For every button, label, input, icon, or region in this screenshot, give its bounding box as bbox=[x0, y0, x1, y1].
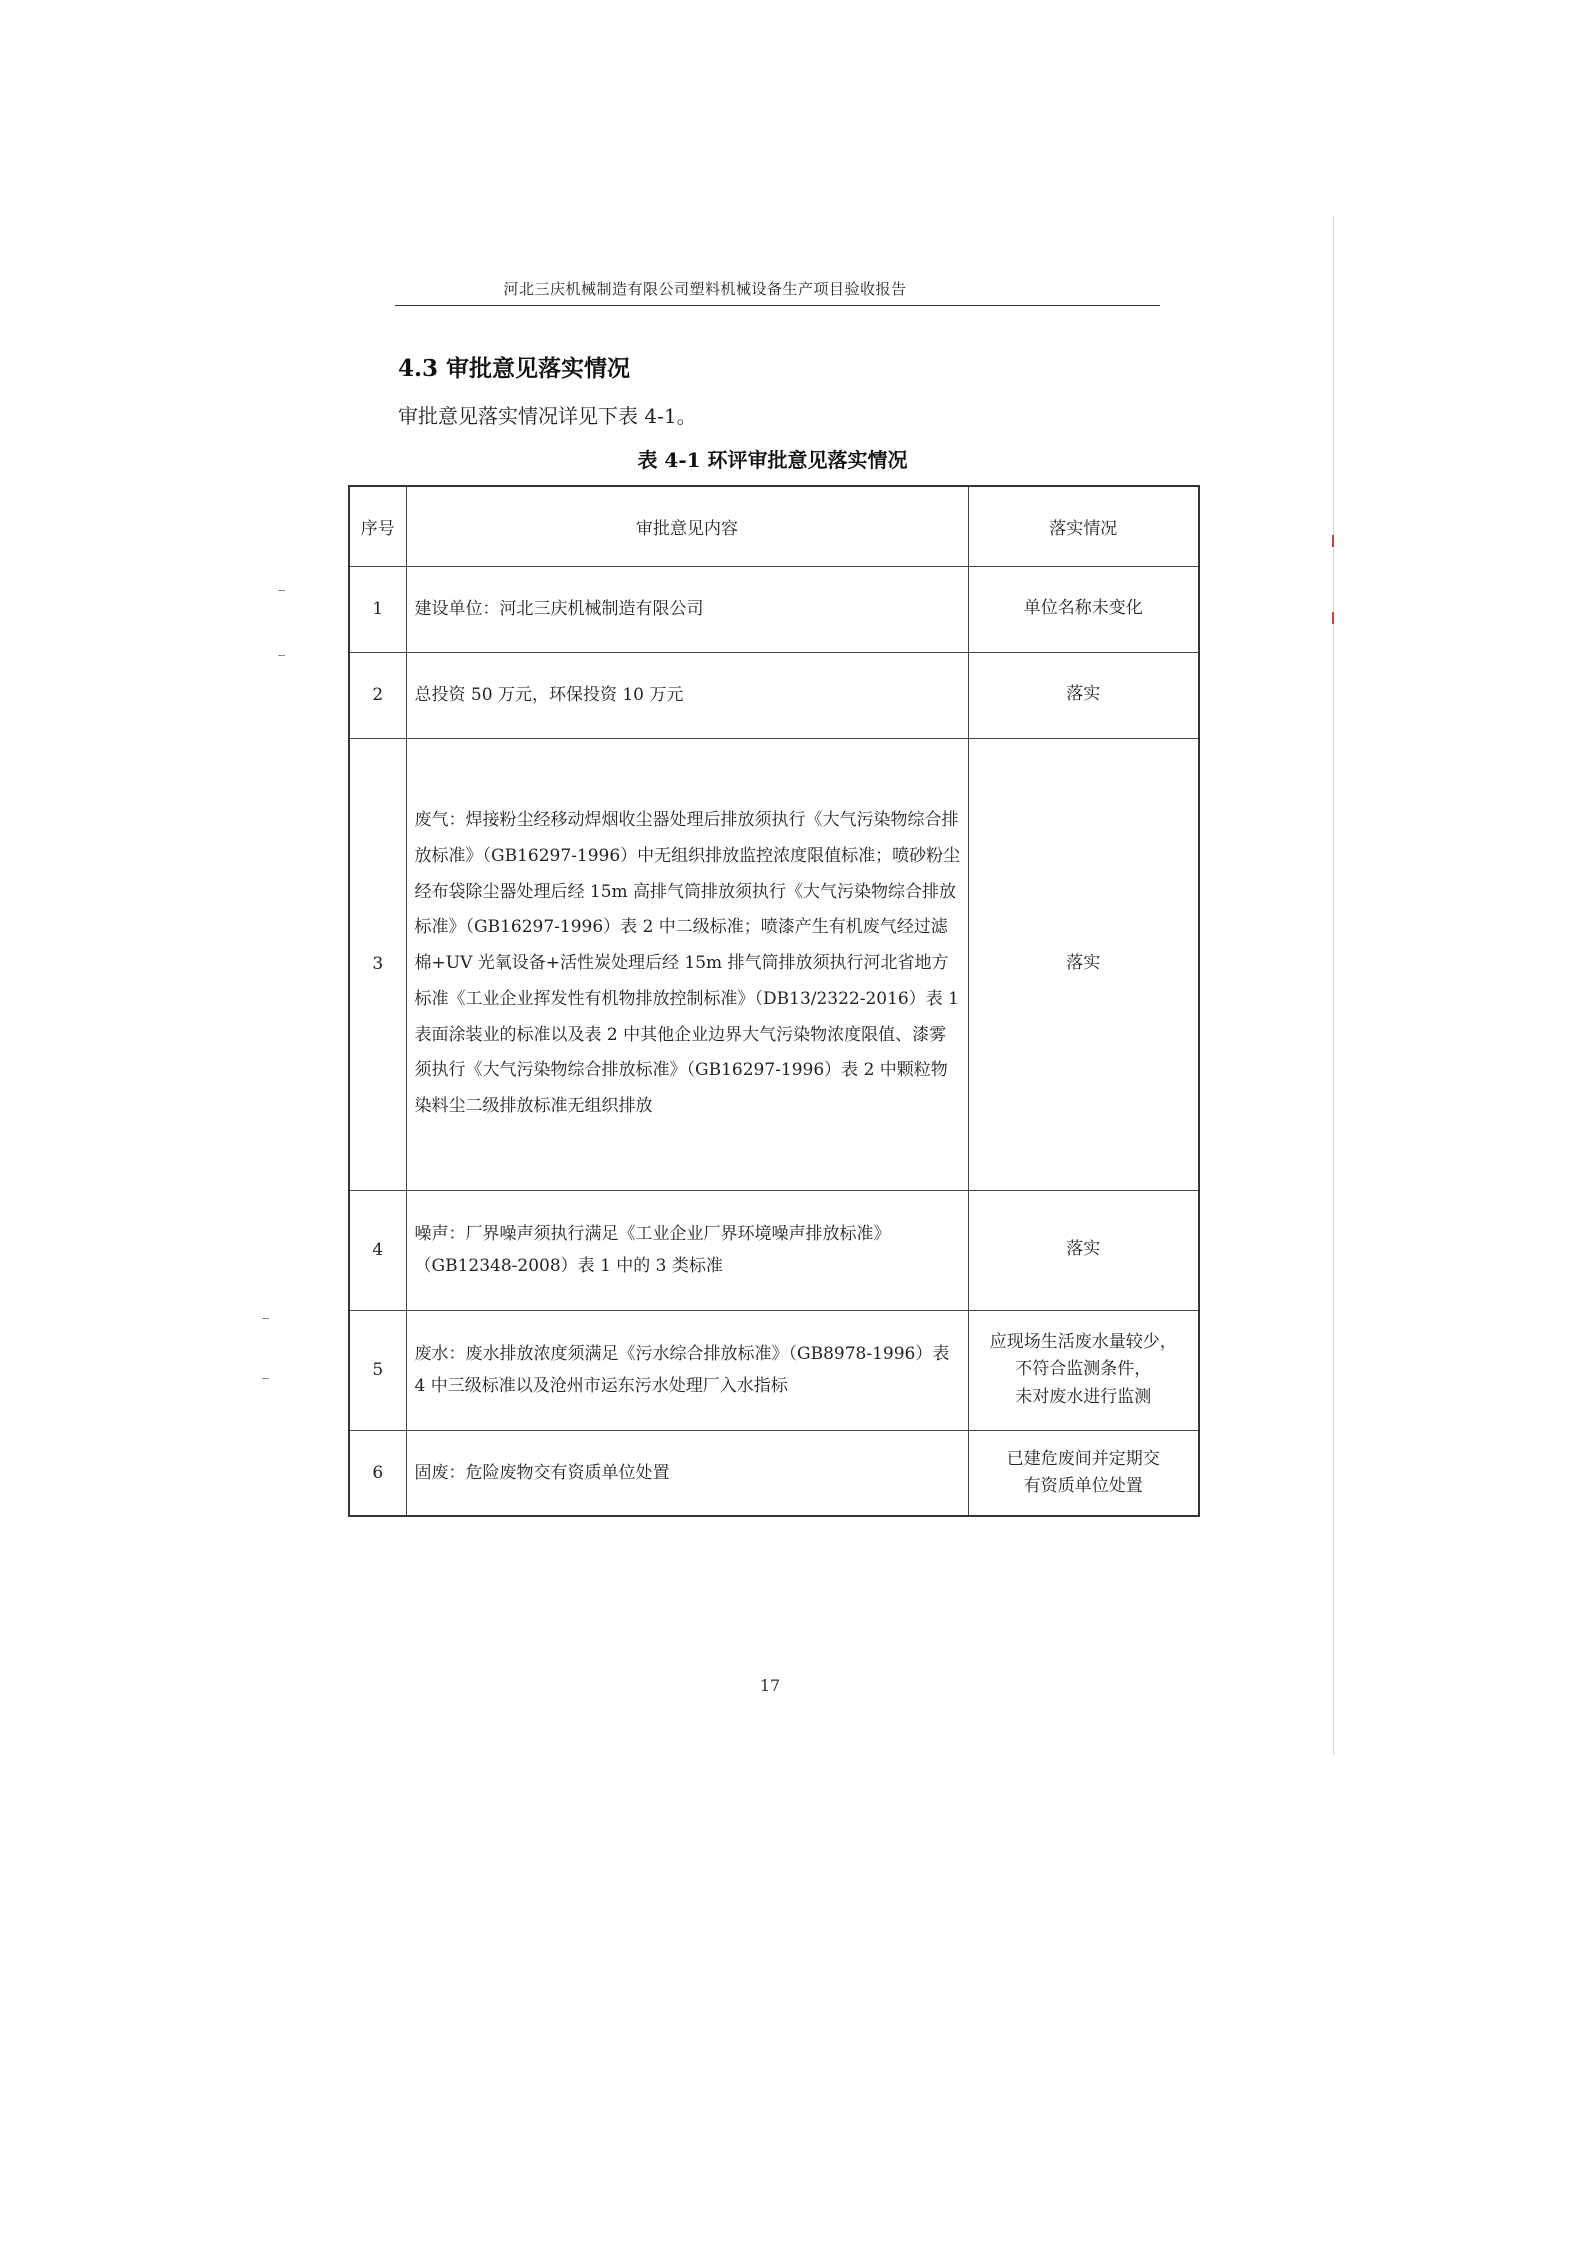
row-content: 废气：焊接粉尘经移动焊烟收尘器处理后排放须执行《大气污染物综合排放标准》（GB16297-1996）中无组织排放监控浓度限值标准；喷砂粉尘经布袋除尘器处理后经 15m 高排气筒排放须执行《大气污染物综合排放标准》（GB16297-1996）表 2 中二级标准；喷漆产生有机废气经过滤棉+UV 光氧设备+活性炭处理后经 15m 排气筒排放须执行河北省地方标准《工业企业挥发性有机物排放控制标准》（DB13/2322-2016）表 1 表面涂装业的标准以及表 2 中其他企业边界大气污染物浓度限值、漆雾须执行《大气污染物综合排放标准》（GB16297-1996）表 2 中颗粒物染料尘二级排放标准无组织排放 bbox=[406, 738, 968, 1190]
scan-mark bbox=[1332, 612, 1334, 624]
header-no: 序号 bbox=[349, 486, 406, 566]
row-no: 2 bbox=[349, 652, 406, 738]
status-line: 应现场生活废水量较少， bbox=[989, 1332, 1177, 1353]
section-intro: 审批意见落实情况详见下表 4-1。 bbox=[398, 404, 697, 428]
row-content: 总投资 50 万元，环保投资 10 万元 bbox=[406, 652, 968, 738]
page-number: 17 bbox=[759, 1676, 781, 1695]
running-header: 河北三庆机械制造有限公司塑料机械设备生产项目验收报告 bbox=[503, 280, 907, 298]
page-edge-line bbox=[1333, 215, 1334, 1755]
table-row bbox=[349, 566, 1199, 652]
row-no: 3 bbox=[349, 738, 406, 1190]
status-line: 已建危废间并定期交 bbox=[1006, 1448, 1160, 1469]
row-status: 落实 bbox=[968, 738, 1199, 1190]
header-content: 审批意见内容 bbox=[406, 486, 968, 566]
scan-mark bbox=[1332, 535, 1334, 547]
table-header-row bbox=[349, 486, 1199, 566]
scan-mark bbox=[278, 655, 285, 656]
row-content: 固废：危险废物交有资质单位处置 bbox=[406, 1430, 968, 1516]
status-line: 未对废水进行监测 bbox=[1015, 1386, 1152, 1407]
table-caption: 表 4-1 环评审批意见落实情况 bbox=[637, 448, 908, 472]
row-status: 单位名称未变化 bbox=[968, 566, 1199, 652]
row-no: 5 bbox=[349, 1310, 406, 1430]
status-line: 有资质单位处置 bbox=[1023, 1475, 1143, 1496]
header-rule bbox=[395, 305, 1160, 306]
row-status bbox=[968, 1430, 1199, 1516]
section-title: 4.3 审批意见落实情况 bbox=[398, 355, 631, 382]
table-row bbox=[349, 1310, 1199, 1430]
approval-table bbox=[348, 485, 1200, 1517]
row-no: 6 bbox=[349, 1430, 406, 1516]
scan-mark bbox=[262, 1318, 269, 1319]
table-row bbox=[349, 1190, 1199, 1310]
row-content: 建设单位：河北三庆机械制造有限公司 bbox=[406, 566, 968, 652]
row-no: 4 bbox=[349, 1190, 406, 1310]
row-status: 落实 bbox=[968, 652, 1199, 738]
status-line: 不符合监测条件， bbox=[1015, 1359, 1152, 1380]
table-row bbox=[349, 652, 1199, 738]
row-status: 落实 bbox=[968, 1190, 1199, 1310]
row-content: 噪声：厂界噪声须执行满足《工业企业厂界环境噪声排放标准》（GB12348-2008）表 1 中的 3 类标准 bbox=[406, 1190, 968, 1310]
row-status bbox=[968, 1310, 1199, 1430]
table-row bbox=[349, 738, 1199, 1190]
row-no: 1 bbox=[349, 566, 406, 652]
table-row bbox=[349, 1430, 1199, 1516]
row-content: 废水：废水排放浓度须满足《污水综合排放标准》（GB8978-1996）表 4 中三级标准以及沧州市运东污水处理厂入水指标 bbox=[406, 1310, 968, 1430]
scan-mark bbox=[262, 1378, 269, 1379]
header-status: 落实情况 bbox=[968, 486, 1199, 566]
scan-mark bbox=[278, 590, 285, 591]
